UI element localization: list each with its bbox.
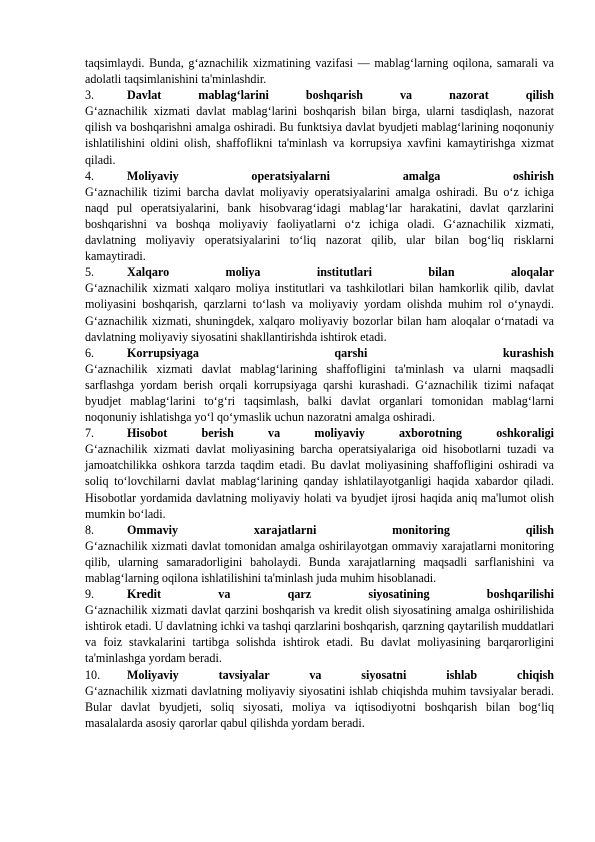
section-title: Hisobot berish va moliyaviy axborotning oshkoraligi — [127, 426, 554, 441]
section-heading — [85, 667, 554, 683]
section-heading — [85, 264, 554, 280]
section-5 — [85, 264, 554, 344]
section-body: G‘aznachilik xizmati xalqaro moliya institutlari va tashkilotlari bilan hamkorlik qilib, davlat moliyasini boshqarish, qarzlarni to‘lash va moliyaviy yordam olishda muhim rol o‘ynaydi. G‘aznachilik xizmati, shuningdek, xalqaro moliyaviy bozorlar bilan ham aloqalar o‘rnatadi va davlatning moliyaviy siyosatini shakllantirishda ishtirok etadi. — [85, 281, 554, 344]
section-number: 10. — [85, 667, 101, 682]
section-number: 4. — [85, 168, 95, 183]
section-body: G‘aznachilik xizmati davlat qarzini boshqarish va kredit olish siyosatining amalga oshirilishida ishtirok etadi. U davlatning ichki va tashqi qarzlarini boshqarish, qarzning qaytarilish muddatlari va foiz stavkalarini tartibga solishda ishtirok etadi. Bu davlat moliyasining barqarorligini ta'minlashga yordam beradi. — [85, 603, 554, 666]
section-title: Kredit va qarz siyosatining boshqarilishi — [127, 587, 554, 602]
section-number: 8. — [85, 522, 95, 537]
section-number: 5. — [85, 265, 95, 280]
section-4 — [85, 168, 554, 265]
section-number: 9. — [85, 587, 95, 602]
section-body: G‘aznachilik xizmati davlat moliyasining barcha operatsiyalariga oid hisobotlarni tuzadi va jamoatchilikka oshkora tarzda taqdim etadi. Bu davlat moliyasining shaffofligini oshiradi va soliq to‘lovchilarni davlat mablag‘larining qanday ishlatilayotganligi haqida xabardor qiladi. Hisobotlar yordamida davlatning moliyaviy holati va byudjet ijrosi haqida aniq ma'lumot olish mumkin bo‘ladi. — [85, 442, 554, 521]
section-9 — [85, 586, 554, 666]
section-3 — [85, 87, 554, 167]
section-heading — [85, 586, 554, 602]
section-10 — [85, 667, 554, 731]
intro-paragraph: taqsimlaydi. Bunda, g‘aznachilik xizmatining vazifasi — mablag‘larning oqilona, samarali va adolatli taqsimlanishini ta'minlashdir. — [85, 56, 554, 87]
section-title: Moliyaviy tavsiyalar va siyosatni ishlab chiqish — [127, 667, 554, 682]
section-7 — [85, 425, 554, 522]
section-title: Moliyaviy operatsiyalarni amalga oshirish — [127, 168, 554, 183]
section-heading — [85, 425, 554, 441]
section-title: Davlat mablag‘larini boshqarish va nazorat qilish — [127, 88, 554, 103]
section-body: G‘aznachilik xizmati davlatning moliyaviy siyosatini ishlab chiqishda muhim tavsiyalar beradi. Bular davlat byudjeti, soliq siyosati, moliya va iqtisodiyotni boshqarish bilan bog‘liq masalalarda asosiy qarorlar qabul qilishda yordam beradi. — [85, 683, 554, 730]
section-6 — [85, 345, 554, 425]
section-body: G‘aznachilik tizimi barcha davlat moliyaviy operatsiyalarini amalga oshiradi. Bu o‘z ichiga naqd pul operatsiyalarini, bank hisobvarag‘idagi mablag‘lar harakatini, davlat qarzlarini boshqarishni va boshqa moliyaviy faoliyatlarni o‘z ichiga oladi. G‘aznachilik xizmati, davlatning moliyaviy operatsiyalarini to‘liq nazorat qilib, ular bilan bog‘liq risklarni kamaytiradi. — [85, 184, 554, 264]
document-page — [85, 55, 554, 731]
section-heading — [85, 345, 554, 361]
section-heading — [85, 522, 554, 538]
section-number: 6. — [85, 345, 95, 360]
section-title: Ommaviy xarajatlarni monitoring qilish — [127, 522, 554, 537]
section-heading — [85, 87, 554, 103]
section-8 — [85, 522, 554, 586]
section-body: G‘aznachilik xizmati davlat mablag‘larining shaffofligini ta'minlash va ularni maqsadli sarflashga yordam berish orqali korrupsiyaga qarshi kurashadi. G‘aznachilik tizimi nafaqat byudjet mablag‘larini to‘g‘ri taqsimlash, balki davlat organlari tomonidan mablag‘larni noqonuniy ishlatishga yo‘l qo‘ymaslik uchun nazoratni amalga oshiradi. — [85, 361, 554, 425]
section-title: Korrupsiyaga qarshi kurashish — [127, 345, 554, 360]
section-heading — [85, 168, 554, 184]
section-body: G‘aznachilik xizmati davlat mablag‘larini boshqarish bilan birga, ularni tasdiqlash, nazorat qilish va boshqarishni amalga oshiradi. Bu funktsiya davlat byudjeti mablag‘larining noqonuniy ishlatilishini oldini olish, shaffoflikni ta'minlash va korrupsiya xavfini kamaytirishga xizmat qiladi. — [85, 104, 554, 167]
section-number: 3. — [85, 88, 95, 103]
section-body: G‘aznachilik xizmati davlat tomonidan amalga oshirilayotgan ommaviy xarajatlarni monitoring qilib, ularning samaradorligini baholaydi. Bunda xarajatlarning maqsadli sarflanishini va mablag‘larning oqilona ishlatilishini ta'minlash juda muhim hisoblanadi. — [85, 538, 554, 585]
section-title: Xalqaro moliya institutlari bilan aloqalar — [127, 265, 554, 280]
section-number: 7. — [85, 426, 95, 441]
